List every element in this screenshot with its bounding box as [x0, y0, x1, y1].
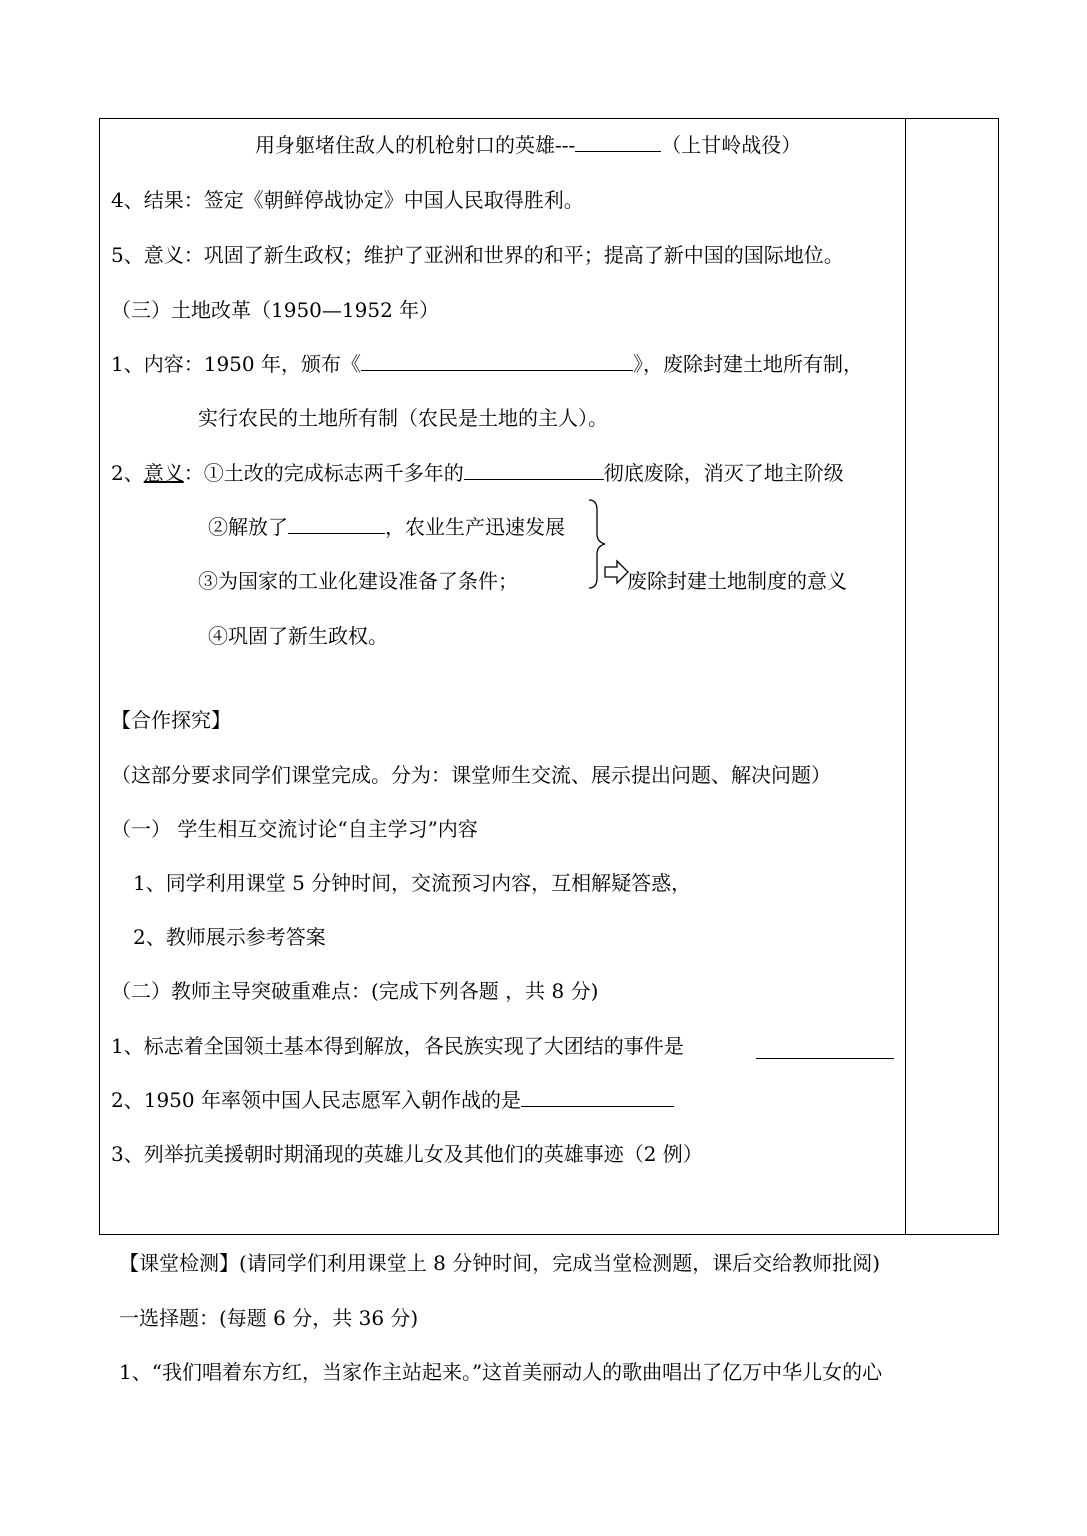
- korea-significance: 5、意义：巩固了新生政权；维护了亚洲和世界的和平；提高了新中国的国际地位。: [111, 243, 844, 267]
- land-reform-heading: （三）土地改革（1950—1952 年）: [111, 298, 440, 322]
- feudal-system-blank[interactable]: [464, 459, 604, 480]
- law-name-blank[interactable]: [361, 350, 633, 371]
- hero-prefix: 用身躯堵住敌人的机枪射口的英雄---: [255, 133, 576, 157]
- land-reform-significance-2: [208, 513, 565, 541]
- question-1-answer-blank[interactable]: [756, 1038, 894, 1059]
- question-3: 3、列举抗美援朝时期涌现的英雄儿女及其他们的英雄事迹（2 例）: [111, 1142, 703, 1166]
- hero-answer-blank[interactable]: [575, 131, 661, 152]
- cooperation-heading: 【合作探究】: [111, 708, 231, 732]
- question-2-answer-blank[interactable]: [521, 1086, 674, 1107]
- land-reform-content: [111, 350, 863, 378]
- right-arrow-icon: [604, 559, 630, 585]
- sig2-prefix: ②解放了: [208, 515, 288, 539]
- korea-result: 4、结果：签定《朝鲜停战协定》中国人民取得胜利。: [111, 188, 584, 212]
- land-reform-significance-1: [111, 459, 844, 487]
- choice-question-1: 1、“我们唱着东方红，当家作主站起来。”这首美丽动人的歌曲唱出了亿万中华儿女的心: [119, 1360, 883, 1384]
- part1-item-2: 2、教师展示参考答案: [133, 925, 326, 949]
- table-column-divider: [905, 118, 906, 1235]
- land-reform-significance-3: ③为国家的工业化建设准备了条件；: [198, 569, 518, 593]
- sig2-suffix: ，农业生产迅速发展: [385, 515, 565, 539]
- content-suffix: 》，废除封建土地所有制，: [632, 352, 863, 376]
- worksheet-table-frame: [99, 118, 999, 1235]
- part1-item-1: 1、同学利用课堂 5 分钟时间，交流预习内容，互相解疑答惑，: [133, 871, 692, 895]
- part1-heading: （一） 学生相互交流讨论“自主学习”内容: [111, 817, 478, 841]
- part2-heading: （二）教师主导突破重难点：(完成下列各题 ，共 8 分): [111, 979, 599, 1003]
- sig-label: 意义: [143, 461, 184, 485]
- check-heading: 【课堂检测】: [119, 1251, 239, 1275]
- sig1-prefix: ①土改的完成标志两千多年的: [203, 461, 464, 485]
- check-heading-line: [119, 1249, 880, 1277]
- question-1: 1、标志着全国领土基本得到解放，各民族实现了大团结的事件是: [111, 1034, 684, 1058]
- cooperation-note: （这部分要求同学们课堂完成。分为：课堂师生交流、展示提出问题、解决问题）: [111, 763, 831, 787]
- hero-line: [255, 131, 801, 159]
- land-reform-significance-4: ④巩固了新生政权。: [208, 624, 388, 648]
- hero-suffix: （上甘岭战役）: [661, 133, 802, 157]
- sig-colon: ：: [183, 461, 204, 485]
- question-2: [111, 1086, 674, 1114]
- land-reform-content-line2: 实行农民的土地所有制（农民是土地的主人）。: [198, 406, 608, 430]
- significance-summary: 废除封建土地制度的意义: [627, 569, 847, 593]
- sig-number: 2、: [111, 461, 144, 485]
- liberated-blank[interactable]: [288, 513, 385, 534]
- choice-heading: 一选择题：(每题 6 分，共 36 分): [119, 1306, 419, 1330]
- content-prefix: 1、内容：1950 年，颁布《: [111, 352, 361, 376]
- check-heading-note: (请同学们利用课堂上 8 分钟时间，完成当堂检测题，课后交给教师批阅): [239, 1251, 881, 1275]
- question-2-text: 2、1950 年率领中国人民志愿军入朝作战的是: [111, 1088, 521, 1112]
- sig1-suffix: 彻底废除，消灭了地主阶级: [603, 461, 844, 485]
